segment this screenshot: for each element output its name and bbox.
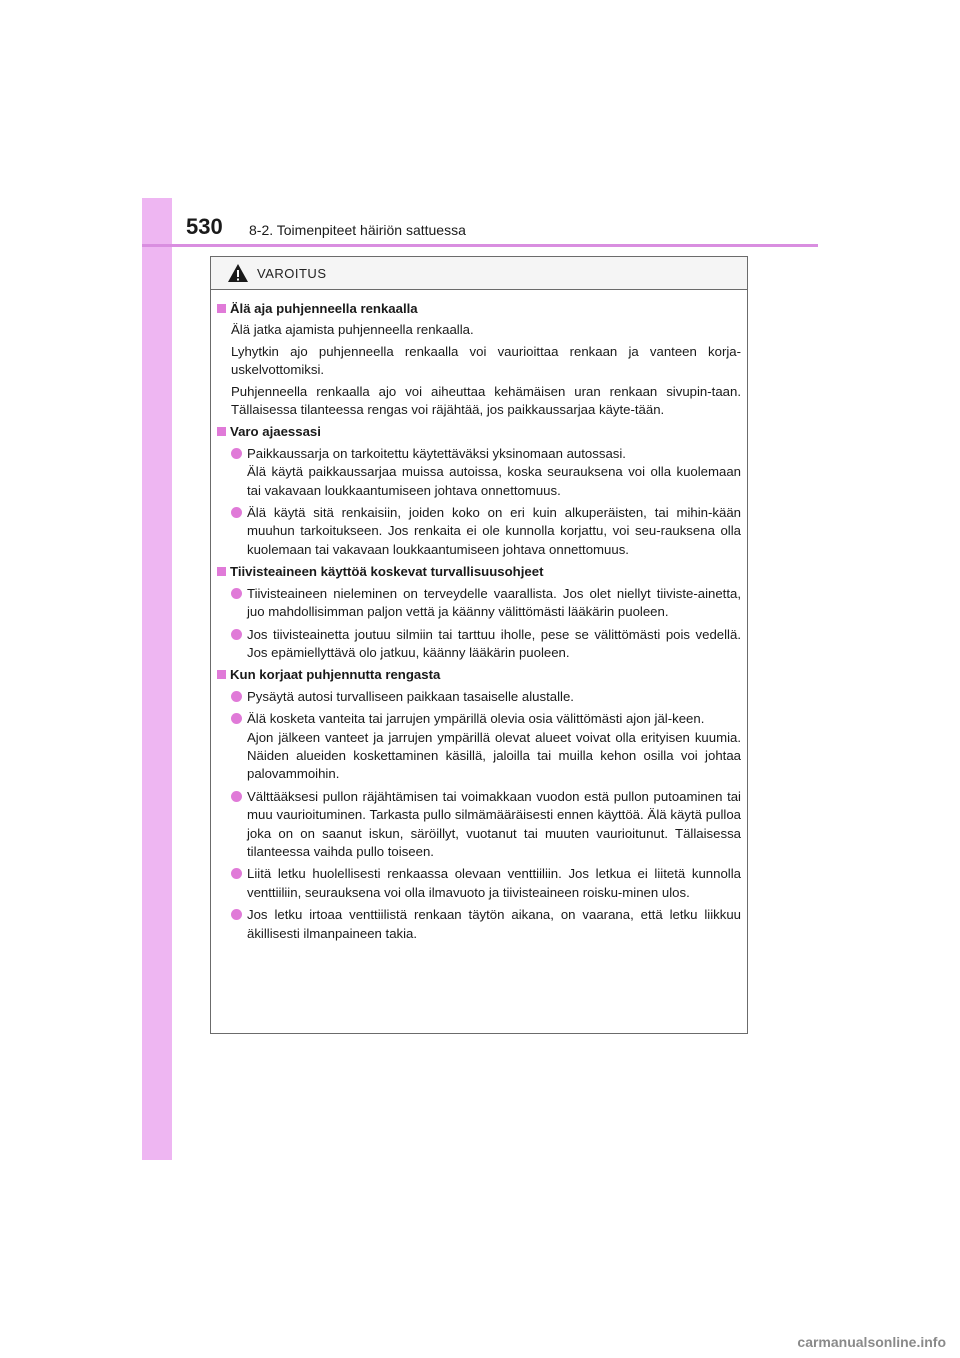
warning-body [211, 290, 747, 943]
header-rule [142, 244, 818, 247]
bullet-item: Älä kosketa vanteita tai jarrujen ympärillä olevia osia välittömästi ajon jäl-keen. Ajon jälkeen vanteet ja jarrujen ympärillä olevat alueet voivat olla erityisen kuumia. Näiden alueiden koskettaminen käsillä, jaloilla tai muilla kehon osilla voi johtaa palovammoihin. [231, 710, 741, 784]
warning-section [217, 423, 741, 559]
bullet-item: Paikkaussarja on tarkoitettu käytettäväksi yksinomaan autossasi. Älä käytä paikkaussarjaa muissa autoissa, koska seurauksena voi olla kuolemaan tai vakavaan loukkaantumiseen johtava onnettomuus. [231, 445, 741, 500]
square-bullet-icon [217, 427, 226, 436]
warning-box [210, 256, 748, 1034]
section-heading: Älä aja puhjenneella renkaalla [217, 300, 741, 318]
section-heading: Varo ajaessasi [217, 423, 741, 441]
bullet-item: Liitä letku huolellisesti renkaassa olevaan venttiiliin. Jos letkua ei liitetä kunnolla venttiiliin, seurauksena voi olla ilmavuoto ja tiivisteaineen roisku-minen ulos. [231, 865, 741, 902]
bullet-item: Jos letku irtoaa venttiilistä renkaan täytön aikana, on vaarana, että letku liikkuu äkillisesti ilmanpaineen takia. [231, 906, 741, 943]
section-title: 8-2. Toimenpiteet häiriön sattuessa [249, 222, 466, 238]
circle-bullet-icon [231, 691, 242, 702]
section-heading: Tiivisteaineen käyttöä koskevat turvallisuusohjeet [217, 563, 741, 581]
warning-triangle-icon [227, 263, 249, 283]
warning-section [217, 563, 741, 662]
circle-bullet-icon [231, 791, 242, 802]
chapter-side-tab [142, 198, 172, 1160]
warning-section [217, 300, 741, 419]
square-bullet-icon [217, 670, 226, 679]
watermark-logo[interactable]: carmanualsonline.info [797, 1334, 946, 1350]
circle-bullet-icon [231, 629, 242, 640]
paragraph: Puhjenneella renkaalla ajo voi aiheuttaa kehämäisen uran renkaan sivupin-taan. Tällaisessa tilanteessa rengas voi räjähtää, jos paikkaussarjaa käyte-tään. [231, 383, 741, 418]
circle-bullet-icon [231, 507, 242, 518]
circle-bullet-icon [231, 448, 242, 459]
bullet-item: Tiivisteaineen nieleminen on terveydelle vaarallista. Jos olet niellyt tiiviste-ainetta, juo mahdollisimman paljon vettä ja käänny välittömästi lääkärin puoleen. [231, 585, 741, 622]
section-heading: Kun korjaat puhjennutta rengasta [217, 666, 741, 684]
page-number: 530 [186, 214, 223, 239]
warning-section [217, 666, 741, 943]
warning-title: VAROITUS [257, 265, 327, 281]
paragraph: Lyhytkin ajo puhjenneella renkaalla voi vaurioittaa renkaan ja vanteen korja-uskelvottomiksi. [231, 343, 741, 378]
circle-bullet-icon [231, 909, 242, 920]
circle-bullet-icon [231, 713, 242, 724]
circle-bullet-icon [231, 868, 242, 879]
bullet-item: Älä käytä sitä renkaisiin, joiden koko on eri kuin alkuperäisten, tai mihin-kään muuhun tarkoitukseen. Jos renkaita ei ole kunnolla korjattu, voi seu-rauksena olla kuolemaan tai vakavaan loukkaantumiseen johtava onnettomuus. [231, 504, 741, 559]
warning-header [211, 257, 747, 290]
bullet-item: Välttääksesi pullon räjähtämisen tai voimakkaan vuodon estä pullon putoaminen tai muu vaurioituminen. Tarkasta pullo silmämääräisesti ennen käyttöä. Älä käytä pulloa joka on on saanut iskun, säröillyt, vuotanut tai muuten vaurioitunut. Tällaisessa tilanteessa vaihda pullo toiseen. [231, 788, 741, 862]
paragraph: Älä jatka ajamista puhjenneella renkaalla. [231, 322, 474, 338]
square-bullet-icon [217, 304, 226, 313]
bullet-item: Pysäytä autosi turvalliseen paikkaan tasaiselle alustalle. [231, 688, 741, 706]
square-bullet-icon [217, 567, 226, 576]
circle-bullet-icon [231, 588, 242, 599]
bullet-item: Jos tiivisteainetta joutuu silmiin tai tarttuu iholle, pese se välittömästi pois vedellä. Jos epämiellyttävä olo jatkuu, käänny lääkärin puoleen. [231, 626, 741, 663]
